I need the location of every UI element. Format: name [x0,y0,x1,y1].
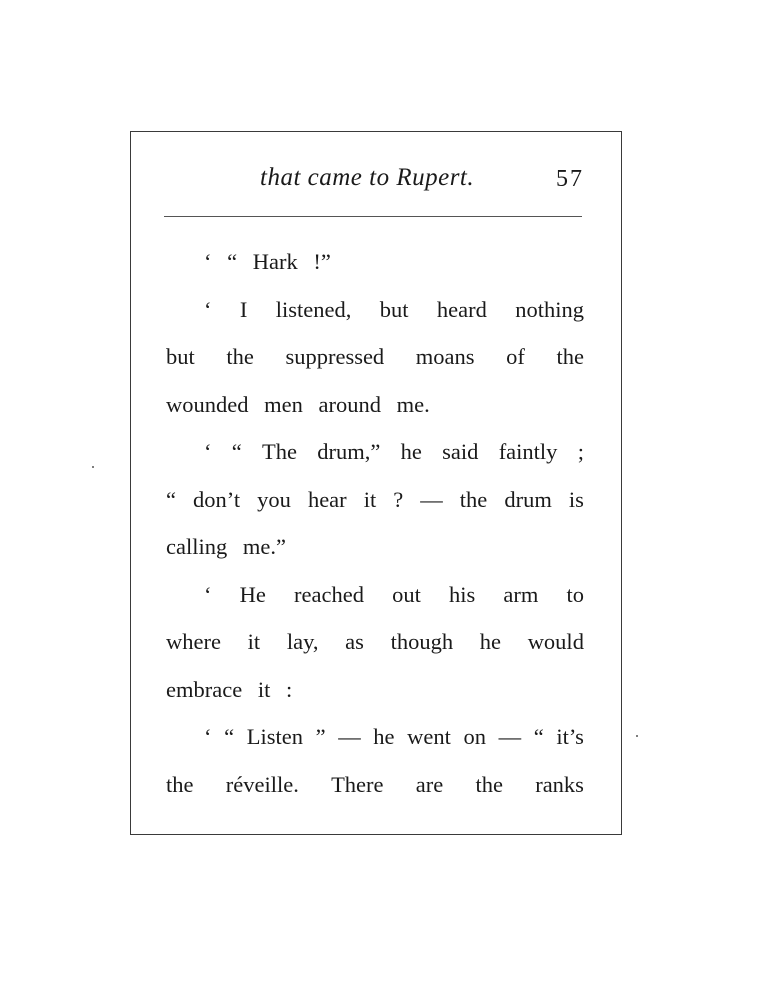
word: on [463,724,487,749]
word: ranks [535,771,584,797]
word: “ [533,724,544,749]
word: he [373,724,395,749]
word: is [568,486,584,512]
word: out [392,581,421,607]
word: I [239,296,248,322]
word: of [506,344,525,369]
word: you [257,486,291,512]
text-line [166,428,584,476]
word: ‘ [204,439,212,464]
word: it [247,629,261,654]
word: — [498,724,522,749]
body-text [166,238,584,808]
word: don’t [193,486,241,512]
word: nothing [515,296,584,322]
word: lay, [286,629,319,654]
text-line: embrace it : [166,676,293,702]
paper-speck [92,466,94,468]
word: There [331,771,384,797]
word: arm [503,581,539,607]
word: ” [315,724,326,749]
word: the [475,771,503,797]
word: He [239,581,266,607]
word: listened, [275,296,352,322]
word: hear [307,486,347,512]
word: heard [436,296,487,322]
word: the [226,344,254,369]
word: drum [504,486,552,512]
word: though [390,629,454,654]
word: his [448,581,476,607]
word: are [415,771,444,797]
text-line [166,618,584,666]
word: Listen [246,724,303,749]
text-line [166,476,584,524]
word: — [420,486,443,512]
word: faintly [498,439,558,464]
word: the [556,344,584,369]
header-rule [164,216,582,217]
word: it’s [556,724,584,749]
word: drum,” [317,439,381,464]
word: the [459,486,488,512]
word: he [400,439,422,464]
word: ; [577,439,584,464]
text-line [166,333,584,381]
paper-speck [636,735,638,737]
word: “ [231,439,242,464]
word: but [379,296,409,322]
word: ? [393,486,404,512]
word: “ [166,486,176,512]
word: ‘ [204,724,212,749]
text-line [166,571,584,619]
word: ‘ [204,296,212,322]
word: but [166,344,195,369]
text-line: wounded men around me. [166,391,430,417]
text-line [166,713,584,761]
running-title: that came to Rupert. [260,164,475,191]
running-header [130,160,622,200]
word: — [338,724,361,749]
word: would [527,629,584,654]
word: he [479,629,502,654]
text-line: ‘ “ Hark !” [204,249,331,274]
word: the [166,771,194,797]
word: ‘ [204,581,212,607]
word: “ [224,724,235,749]
word: it [363,486,377,512]
text-line: calling me.” [166,534,286,559]
word: to [566,581,584,607]
word: where [166,629,221,654]
word: went [407,724,451,749]
word: suppressed [285,344,385,369]
text-line [166,286,584,334]
word: The [262,439,298,464]
word: as [345,629,364,654]
word: réveille. [225,771,299,797]
word: moans [415,344,475,369]
word: reached [294,581,364,607]
word: said [442,439,479,464]
page-number: 57 [556,166,584,192]
text-line [166,761,584,809]
